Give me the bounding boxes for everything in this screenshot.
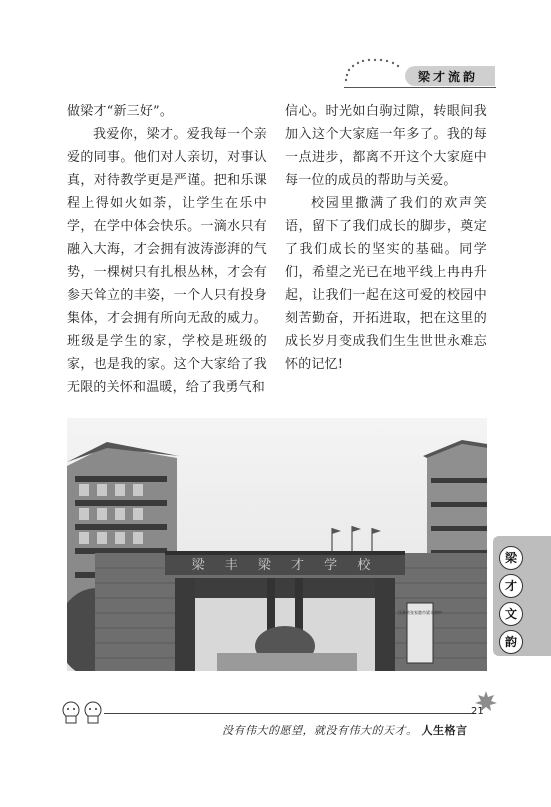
school-gate-photo (67, 418, 487, 671)
gate-placard: 江苏省张家港市梁丰初中 (398, 610, 442, 615)
left-paragraph-1: 做梁才“新三好”。 (67, 104, 174, 119)
left-paragraph-2: 我爱你，梁才。爱我每一个亲爱的同事。他们对人亲切，对事认真，对待教学更是严谨。把和乐课程上得如火如荼，让学生在乐中学，在学中体会快乐。一滴水只有融入大海，才会拥有波涛澎湃的气势，一棵树只有扎根丛林，才会有参天耸立的丰姿，一个人只有投身集体，才会拥有所向无敌的威力。班级是学生的家，学校是班级的家，也是我的家。这个大家给了我无限的关怀和温暖，给了我勇气和 (67, 127, 267, 395)
side-tab-char-4: 韵 (499, 630, 523, 654)
section-title: 梁才流韵 (418, 70, 479, 84)
school-gate-illustration (67, 418, 487, 671)
motto-text: 没有伟大的愿望，就没有伟大的天才。 (222, 724, 418, 737)
right-paragraph-1: 信心。时光如白驹过隙，转眼间我加入这个大家庭一年多了。我的每一点进步，都离不开这个大家庭中每一位的成员的帮助与关爱。 (285, 104, 487, 188)
side-tab-char-1: 梁 (499, 546, 523, 570)
gate-sign: 梁 丰 梁 才 学 校 (191, 558, 379, 573)
footer-motto (222, 722, 468, 738)
footer-rule (104, 713, 476, 714)
right-text-column (285, 100, 487, 376)
side-tab-char-3: 文 (499, 602, 523, 626)
header-dot-ornament (342, 58, 408, 84)
page-number: 21 (471, 706, 484, 717)
mascot-icon (60, 700, 104, 724)
side-tab-char-2: 才 (499, 574, 523, 598)
header-rule (344, 87, 496, 88)
left-text-column (67, 100, 267, 399)
motto-source: 人生格言 (421, 724, 468, 737)
right-paragraph-2: 校园里撒满了我们的欢声笑语，留下了我们成长的脚步，奠定了我们成长的坚实的基础。同学们，希望之光已在地平线上冉冉升起，让我们一起在这可爱的校园中刻苦勤奋，开拓进取，把在这里的成长岁月变成我们生生世世永难忘怀的记忆! (285, 196, 487, 372)
